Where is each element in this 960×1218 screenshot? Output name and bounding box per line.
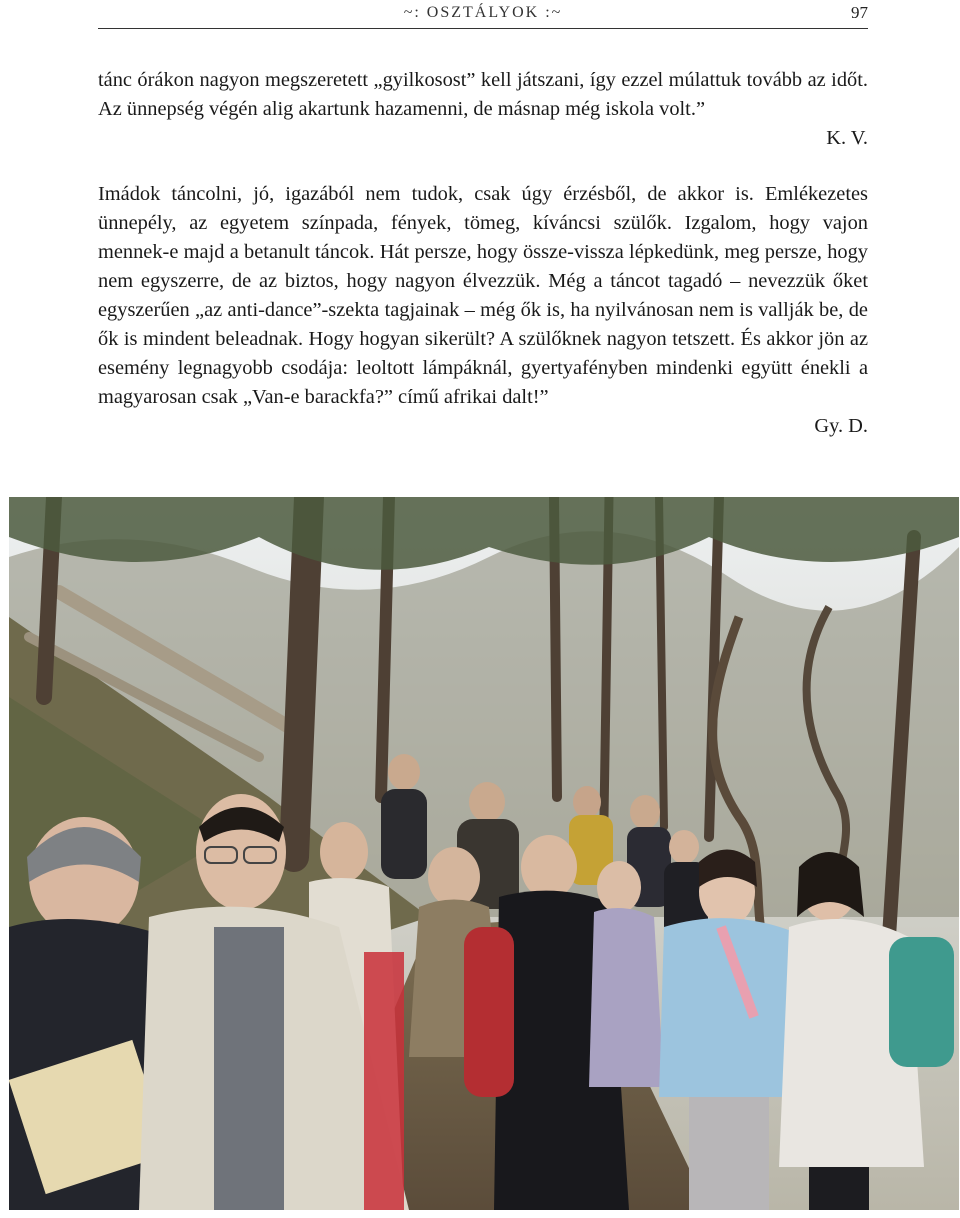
paragraph-1-text: tánc órákon nagyon megszeretett „gyilkosost” kell játszani, így ezzel múlattuk tovább az időt. Az ünnepség végén alig akartunk hazamenni, de másnap még iskola volt.” <box>98 69 868 120</box>
paragraph-1-signature: K. V. <box>826 127 868 149</box>
paragraph-2-signature: Gy. D. <box>814 415 868 437</box>
running-head-title: ~: OSZTÁLYOK :~ <box>403 4 563 21</box>
group-photo <box>9 497 959 1210</box>
running-head <box>98 0 868 29</box>
forest-hike-photo-illustration <box>9 497 959 1210</box>
paragraph-1 <box>98 66 868 153</box>
paragraph-2-text: Imádok táncolni, jó, igazából nem tudok, csak úgy érzésből, de akkor is. Emlékezetes ünnepély, az egyetem színpada, fények, tömeg, kíváncsi szülők. Izgalom, hogy vajon mennek-e majd a betanult táncok. Hát persze, hogy össze-vissza lépkedünk, meg persze, hogy nem egyszerre, de az biztos, hogy nagyon élvezzük. Még a táncot tagadó – nevezzük őket egyszerűen „az anti-dance”-szekta tagjainak – még ők is, ha nyilvánosan nem is vallják be, de ők is mindent beleadnak. Hogy hogyan sikerült? A szülőknek nagyon tetszett. És akkor jön az esemény legnagyobb csodája: leoltott lámpáknál, gyertyafényben mindenki együtt énekli a magyarosan csak „Van-e barackfa?” című afrikai dalt!” <box>98 183 868 408</box>
paragraph-2 <box>98 180 868 441</box>
page-number: 97 <box>851 3 868 22</box>
